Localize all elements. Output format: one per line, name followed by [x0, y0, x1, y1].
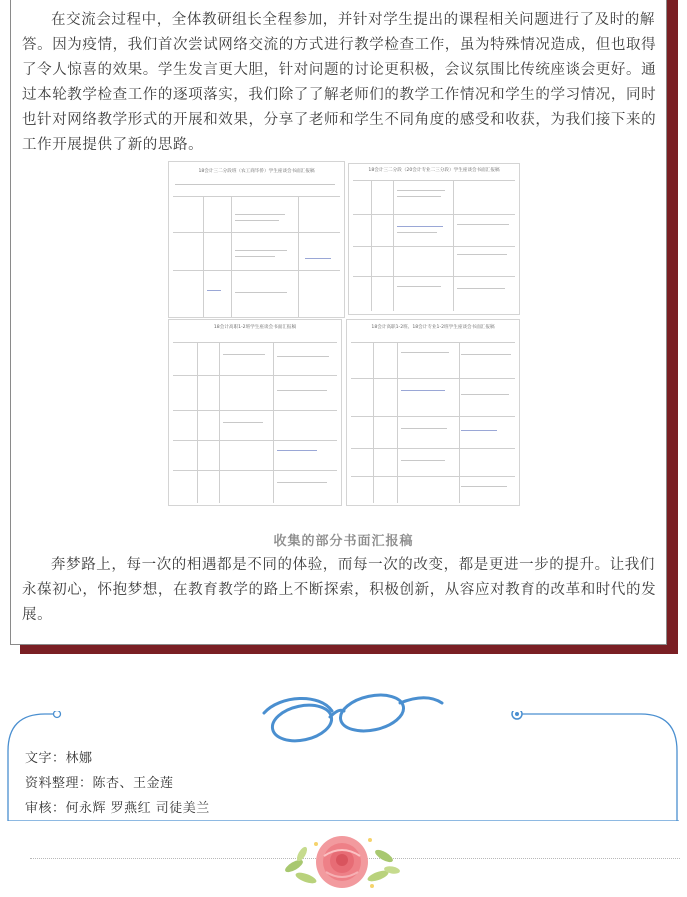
- report-doc-1-title: 18会计三二分段班（农工商毕侨）学生座谈会书面汇报稿: [198, 169, 315, 174]
- rose-icon: [272, 826, 412, 897]
- report-doc-2: [348, 163, 520, 315]
- credit-reviewer: 审核：何永辉 罗燕红 司徒美兰: [25, 801, 210, 816]
- credit-compiler: 资料整理：陈杏、王金莲: [25, 776, 174, 791]
- report-doc-3-title: 18会计高职1-2班学生座谈会书面汇报稿: [213, 325, 297, 330]
- report-doc-4-title: 18会计高职1-2班、18会计专业1-2班学生座谈会书面汇报稿: [371, 325, 495, 330]
- report-doc-1: [168, 161, 345, 318]
- report-doc-2-title: 18会计三二分段（20会计专业二三分段）学生座谈会书面汇报稿: [368, 168, 500, 173]
- article-paragraph-1: 在交流会过程中，全体教研组长全程参加，并针对学生提出的课程相关问题进行了及时的解答。因为疫情，我们首次尝试网络交流的方式进行教学检查工作，虽为特殊情况造成，但也取得了令人惊喜的效果。学生发言更大胆，针对问题的讨论更积极，会议氛围比传统座谈会更好。通过本轮教学检查工作的逐项落实，我们除了了解老师们的教学工作情况和学生的学习情况，同时也针对网络教学形式的开展和效果，分享了老师和学生不同角度的感受和收获，为我们接下来的工作开展提供了新的思路。: [22, 12, 657, 153]
- report-doc-4: [346, 319, 520, 506]
- credit-writer: 文字：林娜: [25, 751, 93, 766]
- report-doc-3: [168, 319, 342, 506]
- article-paragraph-2: 奔梦路上，每一次的相遇都是不同的体验，而每一次的改变，都是更进一步的提升。让我们永葆初心，怀抱梦想，在教育教学的路上不断探索，积极创新，从容应对教育的改革和时代的发展。: [22, 557, 657, 623]
- report-scans-image: [168, 161, 518, 504]
- image-caption: 收集的部分书面汇报稿: [273, 534, 414, 549]
